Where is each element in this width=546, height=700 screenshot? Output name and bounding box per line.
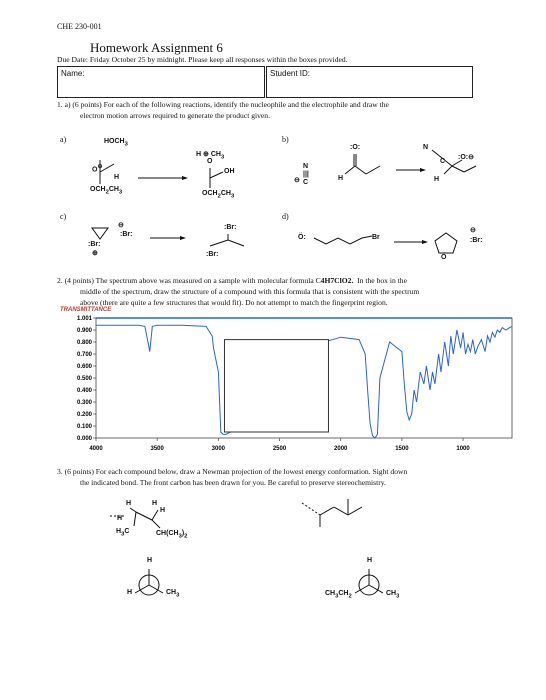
y-tick-label: 0.500 xyxy=(76,376,92,382)
a-product-o-label: O xyxy=(207,158,213,165)
c-product-br-bottom: :Br: xyxy=(206,251,219,258)
q1-label-a: a) xyxy=(60,135,67,144)
name-label: Name: xyxy=(61,69,85,78)
c-bromonium-br: :Br: xyxy=(88,241,101,248)
a-product-ether-label: $OCH_2CH_3$ xyxy=(202,190,235,200)
y-tick-label: 0.300 xyxy=(76,400,92,406)
newman-left-top: H xyxy=(147,557,153,564)
q2-prompt-line1: 2. (4 points) The spectrum above was measured on a sample with molecular formula C4H7ClO2. In the box in the xyxy=(57,276,407,285)
d-bromide-label: :Br: xyxy=(470,237,483,244)
q2-prompt-line3: above (there are quite a few structures that would fit). Do not attempt to match the fingerprint region. xyxy=(80,298,388,307)
q3-left-h3c: $H_3C$ xyxy=(116,528,130,538)
q3-left-isopropyl: $CH(CH_3)_2$ xyxy=(156,530,188,540)
newman-right-left: $CH_3CH_2$ xyxy=(325,590,352,600)
newman-left-front-carbon xyxy=(125,565,175,605)
b-product-c-label: C xyxy=(440,158,446,165)
y-tick-label: 0.400 xyxy=(76,388,92,394)
c-bromide: :Br: xyxy=(120,231,133,238)
c-positive-charge-icon: ⊕ xyxy=(92,250,98,257)
c-product-br-top: :Br: xyxy=(224,224,237,231)
x-tick-label: 3500 xyxy=(150,446,164,452)
q1-label-b: b) xyxy=(282,135,289,144)
y-tick-label: 1.001 xyxy=(76,316,92,322)
y-tick-label: 0.200 xyxy=(76,412,92,418)
d-reaction-arrow xyxy=(394,240,428,244)
q3-prompt-line1: 3. (6 points) For each compound below, draw a Newman projection of the lowest energy conformation. Sight down xyxy=(57,467,408,476)
y-tick-label: 0.700 xyxy=(76,352,92,358)
q1-label-c: c) xyxy=(60,212,67,221)
d-bromide-charge-icon: ⊖ xyxy=(470,227,476,234)
y-tick-label: 0.900 xyxy=(76,328,92,334)
a-reactant-ether-label: $OCH_2CH_3$ xyxy=(90,186,123,196)
student-id-label: Student ID: xyxy=(270,69,311,78)
q1-prompt-line2: electron motion arrows required to generate the product given. xyxy=(80,111,270,120)
q3-left-h1: H xyxy=(126,500,132,507)
b-product-n-label: N xyxy=(423,144,429,151)
c-reaction-arrow xyxy=(150,236,186,240)
a-nucleophile-label: $HOCH_3$ xyxy=(104,138,128,148)
q3-prompt-line2: the indicated bond. The front carbon has been drawn for you. Be careful to preserve stereochemistry. xyxy=(80,478,386,487)
answer-box xyxy=(224,340,328,432)
a-product-oh-label: OH xyxy=(224,168,235,175)
q3-right-compound-structure xyxy=(298,495,388,535)
y-tick-label: 0.600 xyxy=(76,364,92,370)
a-reaction-arrow xyxy=(138,176,188,180)
d-reactant-chain xyxy=(310,228,380,248)
b-charge-icon: ⊖ xyxy=(294,177,300,184)
newman-left-left: H xyxy=(127,589,133,596)
c-bromide-charge-icon: ⊖ xyxy=(118,222,124,229)
course-code: CHE 230-001 xyxy=(57,22,102,31)
q3-left-h2: H xyxy=(117,515,123,522)
d-product-ring xyxy=(432,230,460,256)
newman-left-right: $CH_3$ xyxy=(166,589,180,599)
x-tick-label: 3000 xyxy=(211,446,226,452)
y-tick-label: 0.000 xyxy=(76,436,92,442)
chart-ylabel: TRANSMITTANCE xyxy=(60,307,112,313)
x-tick-label: 1000 xyxy=(456,446,470,452)
b-h-label: H xyxy=(338,175,344,182)
name-field[interactable] xyxy=(57,66,265,98)
a-product-top-label: H ⊕ $CH_3$ xyxy=(196,151,225,161)
x-tick-label: 4000 xyxy=(89,446,103,452)
b-carbonyl-o-label: :O: xyxy=(350,144,361,151)
x-tick-label: 2500 xyxy=(272,446,287,452)
d-br-label: Br xyxy=(372,234,380,241)
b-product-o-label: :O:⊖ xyxy=(458,154,474,161)
newman-right-right: $CH_3$ xyxy=(386,590,400,600)
b-cyanide: N ||| C xyxy=(303,163,309,186)
b-product-h-label: H xyxy=(434,176,440,183)
a-h-label: H xyxy=(114,174,120,181)
d-oxygen-label: Ö: xyxy=(298,234,306,241)
ir-spectrum-chart xyxy=(60,312,520,460)
x-tick-label: 2000 xyxy=(334,446,348,452)
b-aldehyde-structure xyxy=(330,150,390,190)
x-tick-label: 1500 xyxy=(395,446,409,452)
q3-left-h4: H xyxy=(160,507,166,514)
newman-right-top: H xyxy=(367,557,373,564)
b-reaction-arrow xyxy=(396,168,426,172)
a-oxonium-label: O⊕ xyxy=(92,164,103,174)
y-tick-label: 0.800 xyxy=(76,340,92,346)
q1-label-d: d) xyxy=(282,212,289,221)
y-tick-label: 0.100 xyxy=(76,424,92,430)
d-product-o-label: O xyxy=(441,254,447,261)
q1-prompt-line1: 1. a) (6 points) For each of the following reactions, identify the nucleophile and the electrophile and draw the xyxy=(57,100,389,109)
student-id-field[interactable] xyxy=(266,66,473,98)
q2-prompt-line2: middle of the spectrum, draw the structure of a compound with this formula that is consistent with the spectrum xyxy=(80,287,420,296)
assignment-title: Homework Assignment 6 xyxy=(90,40,223,55)
due-date: Due Date: Friday October 25 by midnight. Please keep all responses within the boxes provided. xyxy=(57,55,348,64)
q3-left-h3: H xyxy=(152,500,158,507)
